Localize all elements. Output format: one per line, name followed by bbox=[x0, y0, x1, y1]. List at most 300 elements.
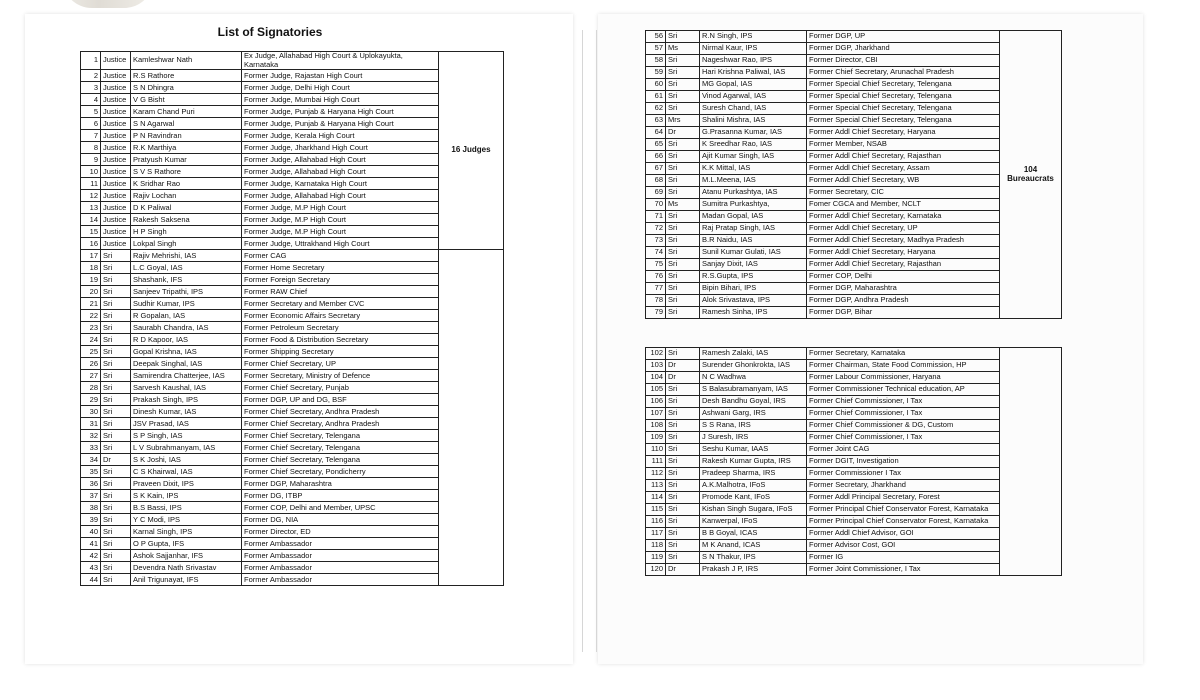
honorific: Sri bbox=[101, 430, 131, 442]
signatory-name: Nirmal Kaur, IPS bbox=[700, 43, 807, 55]
honorific: Justice bbox=[101, 130, 131, 142]
honorific: Justice bbox=[101, 70, 131, 82]
signatory-name: B.S Bassi, IPS bbox=[131, 502, 242, 514]
designation: Former Chief Secretary, Punjab bbox=[242, 382, 439, 394]
signatory-name: P N Ravindran bbox=[131, 130, 242, 142]
honorific: Justice bbox=[101, 214, 131, 226]
designation: Former Chief Secretary, Telengana bbox=[242, 430, 439, 442]
row-number: 31 bbox=[81, 418, 101, 430]
row-number: 72 bbox=[646, 223, 666, 235]
designation: Former Secretary, Ministry of Defence bbox=[242, 370, 439, 382]
group-label bbox=[1000, 348, 1062, 576]
honorific: Justice bbox=[101, 202, 131, 214]
row-number: 25 bbox=[81, 346, 101, 358]
table-row bbox=[646, 468, 1062, 480]
signatory-name: L.C Goyal, IAS bbox=[131, 262, 242, 274]
honorific: Sri bbox=[666, 444, 700, 456]
table-row bbox=[81, 52, 504, 70]
signatory-name: K Sridhar Rao bbox=[131, 178, 242, 190]
row-number: 74 bbox=[646, 247, 666, 259]
table-row bbox=[646, 67, 1062, 79]
designation: Former Addl Chief Secretary, Haryana bbox=[807, 247, 1000, 259]
page-divider-left bbox=[582, 30, 583, 652]
designation: Former Economic Affairs Secretary bbox=[242, 310, 439, 322]
honorific: Sri bbox=[101, 274, 131, 286]
row-number: 32 bbox=[81, 430, 101, 442]
table-row bbox=[646, 360, 1062, 372]
row-number: 7 bbox=[81, 130, 101, 142]
signatory-name: Raj Pratap Singh, IAS bbox=[700, 223, 807, 235]
signatory-name: Kanwerpal, IFoS bbox=[700, 516, 807, 528]
row-number: 34 bbox=[81, 454, 101, 466]
designation: Former Addl Chief Secretary, WB bbox=[807, 175, 1000, 187]
designation: Former Addl Chief Secretary, Karnataka bbox=[807, 211, 1000, 223]
row-number: 14 bbox=[81, 214, 101, 226]
table-row bbox=[646, 43, 1062, 55]
signatory-name: K Sreedhar Rao, IAS bbox=[700, 139, 807, 151]
signatory-name: Prakash J P, IRS bbox=[700, 564, 807, 576]
designation: Former Special Chief Secretary, Telengana bbox=[807, 79, 1000, 91]
row-number: 21 bbox=[81, 298, 101, 310]
row-number: 115 bbox=[646, 504, 666, 516]
row-number: 58 bbox=[646, 55, 666, 67]
signatory-name: Nageshwar Rao, IPS bbox=[700, 55, 807, 67]
row-number: 59 bbox=[646, 67, 666, 79]
designation: Former Ambassador bbox=[242, 562, 439, 574]
table-row bbox=[646, 103, 1062, 115]
designation: Former DGP, Maharashtra bbox=[242, 478, 439, 490]
signatory-name: S P Singh, IAS bbox=[131, 430, 242, 442]
honorific: Sri bbox=[101, 250, 131, 262]
honorific: Sri bbox=[666, 79, 700, 91]
honorific: Justice bbox=[101, 52, 131, 70]
signatory-name: B.R Naidu, IAS bbox=[700, 235, 807, 247]
signatory-name: H P Singh bbox=[131, 226, 242, 238]
signatory-name: Suresh Chand, IAS bbox=[700, 103, 807, 115]
designation: Former Judge, Allahabad High Court bbox=[242, 166, 439, 178]
honorific: Sri bbox=[666, 91, 700, 103]
honorific: Sri bbox=[101, 502, 131, 514]
honorific: Sri bbox=[101, 562, 131, 574]
row-number: 75 bbox=[646, 259, 666, 271]
row-number: 22 bbox=[81, 310, 101, 322]
table-row bbox=[646, 420, 1062, 432]
signatory-name: S K Kain, IPS bbox=[131, 490, 242, 502]
row-number: 5 bbox=[81, 106, 101, 118]
signatory-name: S Balasubramanyam, IAS bbox=[700, 384, 807, 396]
honorific: Sri bbox=[666, 420, 700, 432]
row-number: 105 bbox=[646, 384, 666, 396]
designation: Former Judge, Punjab & Haryana High Court bbox=[242, 118, 439, 130]
designation: Former Judge, Delhi High Court bbox=[242, 82, 439, 94]
signatory-name: Rajiv Lochan bbox=[131, 190, 242, 202]
honorific: Sri bbox=[666, 456, 700, 468]
row-number: 66 bbox=[646, 151, 666, 163]
honorific: Justice bbox=[101, 238, 131, 250]
signatory-name: Samirendra Chatterjee, IAS bbox=[131, 370, 242, 382]
row-number: 29 bbox=[81, 394, 101, 406]
signatory-name: Atanu Purkashtya, IAS bbox=[700, 187, 807, 199]
row-number: 102 bbox=[646, 348, 666, 360]
honorific: Sri bbox=[666, 139, 700, 151]
table-row bbox=[646, 175, 1062, 187]
table-row bbox=[646, 283, 1062, 295]
row-number: 41 bbox=[81, 538, 101, 550]
designation: Former Chief Commissioner, I Tax bbox=[807, 432, 1000, 444]
row-number: 10 bbox=[81, 166, 101, 178]
honorific: Ms bbox=[666, 199, 700, 211]
designation: Former DGP, Maharashtra bbox=[807, 283, 1000, 295]
signatory-name: Kishan Singh Sugara, IFoS bbox=[700, 504, 807, 516]
signatory-name: Dinesh Kumar, IAS bbox=[131, 406, 242, 418]
honorific: Sri bbox=[101, 466, 131, 478]
designation: Former Director, CBI bbox=[807, 55, 1000, 67]
honorific: Sri bbox=[666, 384, 700, 396]
signatory-name: Sudhir Kumar, IPS bbox=[131, 298, 242, 310]
designation: Former IG bbox=[807, 552, 1000, 564]
designation: Former Secretary, Jharkhand bbox=[807, 480, 1000, 492]
row-number: 4 bbox=[81, 94, 101, 106]
designation: Former Labour Commissioner, Haryana bbox=[807, 372, 1000, 384]
group-label-text: Bureaucrats bbox=[1007, 173, 1054, 183]
honorific: Sri bbox=[666, 528, 700, 540]
designation: Former Commissioner I Tax bbox=[807, 468, 1000, 480]
row-number: 35 bbox=[81, 466, 101, 478]
table-row bbox=[646, 259, 1062, 271]
designation: Former Chief Secretary, Andhra Pradesh bbox=[242, 406, 439, 418]
designation: Former CAG bbox=[242, 250, 439, 262]
signatory-name: J Suresh, IRS bbox=[700, 432, 807, 444]
row-number: 109 bbox=[646, 432, 666, 444]
honorific: Sri bbox=[666, 271, 700, 283]
designation: Former Judge, Punjab & Haryana High Court bbox=[242, 106, 439, 118]
signatory-name: N C Wadhwa bbox=[700, 372, 807, 384]
row-number: 37 bbox=[81, 490, 101, 502]
honorific: Justice bbox=[101, 82, 131, 94]
signatory-name: Vinod Agarwal, IAS bbox=[700, 91, 807, 103]
table-row bbox=[646, 384, 1062, 396]
honorific: Sri bbox=[666, 103, 700, 115]
table-row bbox=[646, 91, 1062, 103]
row-number: 116 bbox=[646, 516, 666, 528]
signatory-name: S V S Rathore bbox=[131, 166, 242, 178]
row-number: 112 bbox=[646, 468, 666, 480]
designation: Former Member, NSAB bbox=[807, 139, 1000, 151]
row-number: 38 bbox=[81, 502, 101, 514]
signatory-name: S N Agarwal bbox=[131, 118, 242, 130]
row-number: 23 bbox=[81, 322, 101, 334]
table-row bbox=[646, 348, 1062, 360]
signatory-name: G.Prasanna Kumar, IAS bbox=[700, 127, 807, 139]
honorific: Ms bbox=[666, 43, 700, 55]
table-row bbox=[646, 295, 1062, 307]
table-row bbox=[646, 408, 1062, 420]
row-number: 118 bbox=[646, 540, 666, 552]
signatory-name: Rajiv Mehrishi, IAS bbox=[131, 250, 242, 262]
designation: Former Chairman, State Food Commission, HP bbox=[807, 360, 1000, 372]
designation: Former Foreign Secretary bbox=[242, 274, 439, 286]
table-row bbox=[646, 492, 1062, 504]
signatory-name: V G Bisht bbox=[131, 94, 242, 106]
row-number: 27 bbox=[81, 370, 101, 382]
table-row bbox=[646, 516, 1062, 528]
avatar bbox=[62, 0, 154, 8]
table-row bbox=[646, 564, 1062, 576]
row-number: 19 bbox=[81, 274, 101, 286]
honorific: Dr bbox=[666, 360, 700, 372]
honorific: Sri bbox=[101, 514, 131, 526]
table-row bbox=[646, 223, 1062, 235]
designation: Former Secretary, Karnataka bbox=[807, 348, 1000, 360]
row-number: 13 bbox=[81, 202, 101, 214]
row-number: 107 bbox=[646, 408, 666, 420]
designation: Former Joint Commissioner, I Tax bbox=[807, 564, 1000, 576]
honorific: Sri bbox=[101, 310, 131, 322]
row-number: 64 bbox=[646, 127, 666, 139]
table-row bbox=[646, 307, 1062, 319]
table-row bbox=[646, 127, 1062, 139]
row-number: 43 bbox=[81, 562, 101, 574]
honorific: Sri bbox=[666, 480, 700, 492]
signatory-name: Pratyush Kumar bbox=[131, 154, 242, 166]
signatory-name: Ashok Sajjanhar, IFS bbox=[131, 550, 242, 562]
signatory-name: C S Khairwal, IAS bbox=[131, 466, 242, 478]
designation: Former Judge, Rajastan High Court bbox=[242, 70, 439, 82]
signatory-name: Sunil Kumar Gulati, IAS bbox=[700, 247, 807, 259]
designation: Former Food & Distribution Secretary bbox=[242, 334, 439, 346]
honorific: Justice bbox=[101, 166, 131, 178]
honorific: Sri bbox=[101, 382, 131, 394]
designation: Former Judge, Allahabad High Court bbox=[242, 154, 439, 166]
designation: Former Judge, Allahabad High Court bbox=[242, 190, 439, 202]
designation: Former Chief Secretary, Pondicherry bbox=[242, 466, 439, 478]
honorific: Justice bbox=[101, 190, 131, 202]
honorific: Sri bbox=[666, 504, 700, 516]
group-label-text: 104 bbox=[1023, 165, 1038, 175]
signatory-name: Devendra Nath Srivastav bbox=[131, 562, 242, 574]
row-number: 60 bbox=[646, 79, 666, 91]
signatory-name: Sarvesh Kaushal, IAS bbox=[131, 382, 242, 394]
designation: Former DGP, Bihar bbox=[807, 307, 1000, 319]
designation: Former DG, ITBP bbox=[242, 490, 439, 502]
signatory-name: Rakesh Saksena bbox=[131, 214, 242, 226]
signatory-name: Sumitra Purkashtya, bbox=[700, 199, 807, 211]
signatory-name: Rakesh Kumar Gupta, IRS bbox=[700, 456, 807, 468]
signatory-name: R.S Rathore bbox=[131, 70, 242, 82]
row-number: 20 bbox=[81, 286, 101, 298]
row-number: 9 bbox=[81, 154, 101, 166]
honorific: Sri bbox=[101, 346, 131, 358]
honorific: Sri bbox=[666, 67, 700, 79]
row-number: 67 bbox=[646, 163, 666, 175]
honorific: Sri bbox=[101, 538, 131, 550]
table-row bbox=[646, 480, 1062, 492]
table-row bbox=[646, 444, 1062, 456]
table-row bbox=[646, 151, 1062, 163]
designation: Former Judge, Karnataka High Court bbox=[242, 178, 439, 190]
honorific: Sri bbox=[666, 187, 700, 199]
table-row bbox=[646, 552, 1062, 564]
row-number: 69 bbox=[646, 187, 666, 199]
designation: Former Judge, M.P High Court bbox=[242, 226, 439, 238]
designation: Former DGIT, Investigation bbox=[807, 456, 1000, 468]
signatory-name: Gopal Krishna, IAS bbox=[131, 346, 242, 358]
signatory-name: Madan Gopal, IAS bbox=[700, 211, 807, 223]
honorific: Justice bbox=[101, 142, 131, 154]
signatory-name: Hari Krishna Paliwal, IAS bbox=[700, 67, 807, 79]
row-number: 62 bbox=[646, 103, 666, 115]
honorific: Sri bbox=[666, 31, 700, 43]
honorific: Sri bbox=[101, 490, 131, 502]
signatory-name: Sanjeev Tripathi, IPS bbox=[131, 286, 242, 298]
signatory-name: R.N Singh, IPS bbox=[700, 31, 807, 43]
row-number: 108 bbox=[646, 420, 666, 432]
honorific: Dr bbox=[666, 372, 700, 384]
group-label-text: 16 Judges bbox=[451, 145, 491, 155]
designation: Former DGP, Andhra Pradesh bbox=[807, 295, 1000, 307]
designation: Fomer CGCA and Member, NCLT bbox=[807, 199, 1000, 211]
row-number: 33 bbox=[81, 442, 101, 454]
table-row bbox=[646, 432, 1062, 444]
signatory-name: D K Paliwal bbox=[131, 202, 242, 214]
row-number: 8 bbox=[81, 142, 101, 154]
designation: Former Addl Chief Secretary, Haryana bbox=[807, 127, 1000, 139]
designation: Former Chief Secretary, Telengana bbox=[242, 442, 439, 454]
designation: Former COP, Delhi bbox=[807, 271, 1000, 283]
row-number: 71 bbox=[646, 211, 666, 223]
designation: Former Addl Chief Secretary, Rajasthan bbox=[807, 259, 1000, 271]
row-number: 15 bbox=[81, 226, 101, 238]
designation: Former Chief Commissioner, I Tax bbox=[807, 408, 1000, 420]
table-row bbox=[646, 211, 1062, 223]
row-number: 113 bbox=[646, 480, 666, 492]
row-number: 61 bbox=[646, 91, 666, 103]
row-number: 73 bbox=[646, 235, 666, 247]
honorific: Justice bbox=[101, 118, 131, 130]
honorific: Sri bbox=[666, 235, 700, 247]
honorific: Justice bbox=[101, 106, 131, 118]
honorific: Dr bbox=[666, 564, 700, 576]
signatory-name: S S Rana, IRS bbox=[700, 420, 807, 432]
signatory-name: Ashwani Garg, IRS bbox=[700, 408, 807, 420]
signatory-name: Ramesh Sinha, IPS bbox=[700, 307, 807, 319]
honorific: Sri bbox=[666, 283, 700, 295]
designation: Former Special Chief Secretary, Telengana bbox=[807, 115, 1000, 127]
page-title: List of Signatories bbox=[217, 25, 323, 39]
row-number: 30 bbox=[81, 406, 101, 418]
table-row bbox=[646, 79, 1062, 91]
designation: Former Chief Secretary, Arunachal Pradesh bbox=[807, 67, 1000, 79]
honorific: Sri bbox=[101, 262, 131, 274]
designation: Former Advisor Cost, GOI bbox=[807, 540, 1000, 552]
row-number: 57 bbox=[646, 43, 666, 55]
honorific: Sri bbox=[101, 394, 131, 406]
row-number: 117 bbox=[646, 528, 666, 540]
row-number: 40 bbox=[81, 526, 101, 538]
row-number: 110 bbox=[646, 444, 666, 456]
row-number: 79 bbox=[646, 307, 666, 319]
honorific: Sri bbox=[666, 408, 700, 420]
row-number: 12 bbox=[81, 190, 101, 202]
row-number: 63 bbox=[646, 115, 666, 127]
signatory-name: Lokpal Singh bbox=[131, 238, 242, 250]
designation: Ex Judge, Allahabad High Court & Uplokayukta, Karnataka bbox=[242, 52, 439, 70]
row-number: 2 bbox=[81, 70, 101, 82]
designation: Former Addl Chief Secretary, Madhya Pradesh bbox=[807, 235, 1000, 247]
row-number: 103 bbox=[646, 360, 666, 372]
table-row bbox=[646, 396, 1062, 408]
designation: Former Chief Secretary, Andhra Pradesh bbox=[242, 418, 439, 430]
signatory-name: Praveen Dixit, IPS bbox=[131, 478, 242, 490]
row-number: 77 bbox=[646, 283, 666, 295]
signatory-name: L V Subrahmanyam, IAS bbox=[131, 442, 242, 454]
designation: Former Judge, Uttrakhand High Court bbox=[242, 238, 439, 250]
honorific: Sri bbox=[101, 442, 131, 454]
signatory-name: Y C Modi, IPS bbox=[131, 514, 242, 526]
honorific: Sri bbox=[666, 307, 700, 319]
honorific: Justice bbox=[101, 178, 131, 190]
row-number: 76 bbox=[646, 271, 666, 283]
row-number: 17 bbox=[81, 250, 101, 262]
designation: Former Addl Chief Secretary, UP bbox=[807, 223, 1000, 235]
page-divider-right bbox=[596, 30, 597, 652]
signatories-table-right-bottom bbox=[645, 347, 1062, 576]
honorific: Dr bbox=[101, 454, 131, 466]
honorific: Sri bbox=[666, 468, 700, 480]
signatory-name: Karam Chand Puri bbox=[131, 106, 242, 118]
signatory-name: S N Dhingra bbox=[131, 82, 242, 94]
designation: Former Director, ED bbox=[242, 526, 439, 538]
signatory-name: Sanjay Dixit, IAS bbox=[700, 259, 807, 271]
honorific: Sri bbox=[666, 396, 700, 408]
signatory-name: Alok Srivastava, IPS bbox=[700, 295, 807, 307]
designation: Former Shipping Secretary bbox=[242, 346, 439, 358]
honorific: Justice bbox=[101, 94, 131, 106]
honorific: Sri bbox=[101, 526, 131, 538]
row-number: 106 bbox=[646, 396, 666, 408]
table-row bbox=[646, 528, 1062, 540]
designation: Former Petroleum Secretary bbox=[242, 322, 439, 334]
table-row bbox=[646, 31, 1062, 43]
honorific: Sri bbox=[666, 211, 700, 223]
designation: Former Joint CAG bbox=[807, 444, 1000, 456]
honorific: Sri bbox=[666, 259, 700, 271]
signatory-name: Bipin Bihari, IPS bbox=[700, 283, 807, 295]
table-row bbox=[646, 187, 1062, 199]
group-label bbox=[1000, 31, 1062, 319]
honorific: Sri bbox=[101, 418, 131, 430]
honorific: Sri bbox=[666, 295, 700, 307]
honorific: Justice bbox=[101, 154, 131, 166]
designation: Former Ambassador bbox=[242, 538, 439, 550]
signatory-name: S N Thakur, IPS bbox=[700, 552, 807, 564]
row-number: 111 bbox=[646, 456, 666, 468]
honorific: Sri bbox=[666, 175, 700, 187]
signatory-name: R D Kapoor, IAS bbox=[131, 334, 242, 346]
row-number: 3 bbox=[81, 82, 101, 94]
row-number: 42 bbox=[81, 550, 101, 562]
row-number: 39 bbox=[81, 514, 101, 526]
honorific: Sri bbox=[101, 550, 131, 562]
honorific: Justice bbox=[101, 226, 131, 238]
row-number: 36 bbox=[81, 478, 101, 490]
signatory-name: R.K Marthiya bbox=[131, 142, 242, 154]
table-row bbox=[646, 504, 1062, 516]
designation: Former Chief Secretary, Telengana bbox=[242, 454, 439, 466]
row-number: 56 bbox=[646, 31, 666, 43]
row-number: 120 bbox=[646, 564, 666, 576]
table-row bbox=[646, 456, 1062, 468]
